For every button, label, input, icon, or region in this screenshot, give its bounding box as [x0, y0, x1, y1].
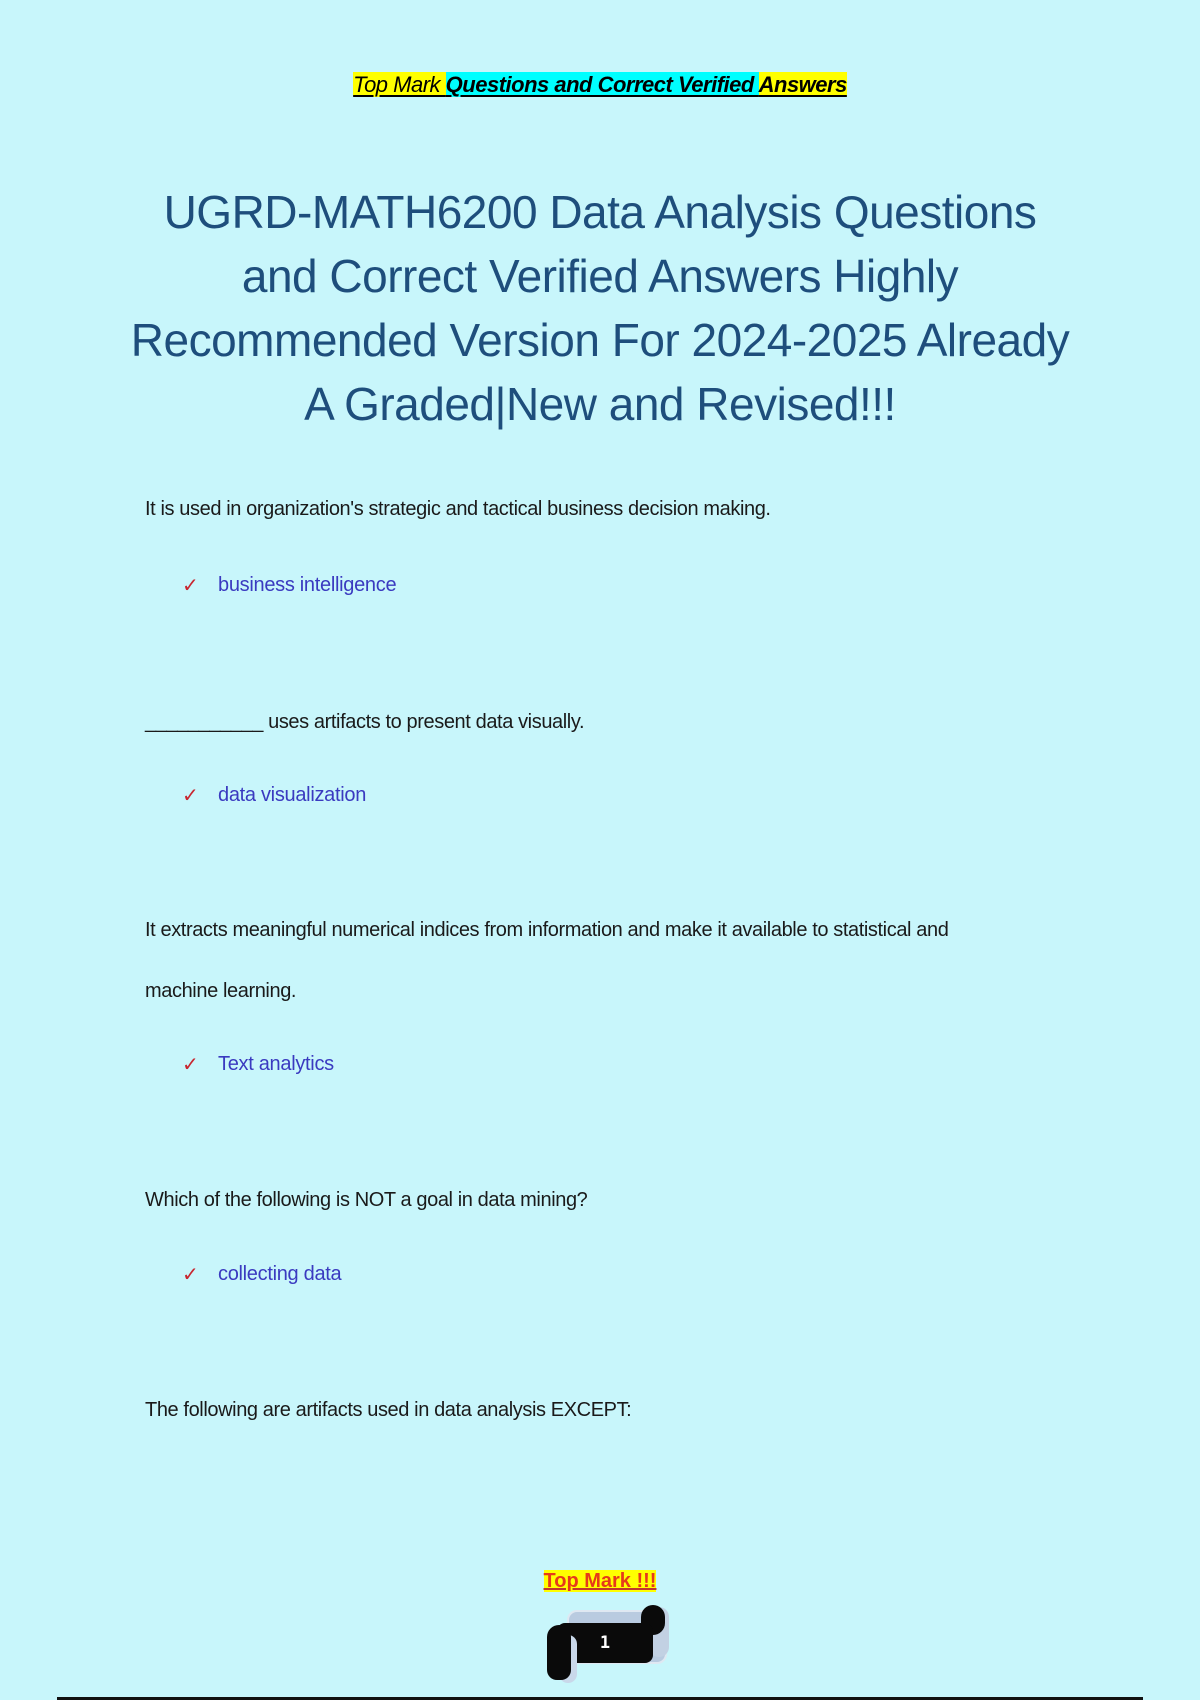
answer-2 [182, 783, 366, 808]
footer-top-mark [0, 1570, 1200, 1593]
question-5: The following are artifacts used in data analysis EXCEPT: [145, 1399, 632, 1421]
page-number: 1 [557, 1623, 653, 1663]
question-1: It is used in organization's strategic and tactical business decision making. [145, 498, 771, 520]
document-header [0, 72, 1200, 98]
page-number-scroll-icon [545, 1605, 670, 1680]
question-2: ___________ uses artifacts to present data visually. [145, 711, 585, 733]
answer-text: Text analytics [218, 1053, 334, 1075]
header-answers: Answers [758, 72, 847, 97]
check-icon: ✓ [182, 1264, 199, 1286]
answer-1 [182, 573, 396, 598]
check-icon: ✓ [182, 1054, 199, 1076]
document-title: UGRD-MATH6200 Data Analysis Questions and Correct Verified Answers Highly Recommended Version For 2024-2025 Already A Graded|New and Revised!!! [130, 186, 1070, 430]
question-4: Which of the following is NOT a goal in data mining? [145, 1189, 588, 1211]
header-questions: Questions and Correct Verified [445, 72, 759, 97]
answer-text: collecting data [218, 1263, 342, 1285]
answer-text: business intelligence [218, 574, 397, 596]
check-icon: ✓ [182, 575, 199, 597]
question-3: It extracts meaningful numerical indices from information and make it available to statistical and machine learning. [145, 919, 949, 1002]
answer-text: data visualization [218, 784, 367, 806]
answer-3 [182, 1052, 334, 1077]
check-icon: ✓ [182, 785, 199, 807]
header-top-mark: Top Mark [353, 72, 446, 97]
answer-4 [182, 1262, 341, 1287]
footer-top-mark-text: Top Mark !!! [543, 1570, 657, 1592]
